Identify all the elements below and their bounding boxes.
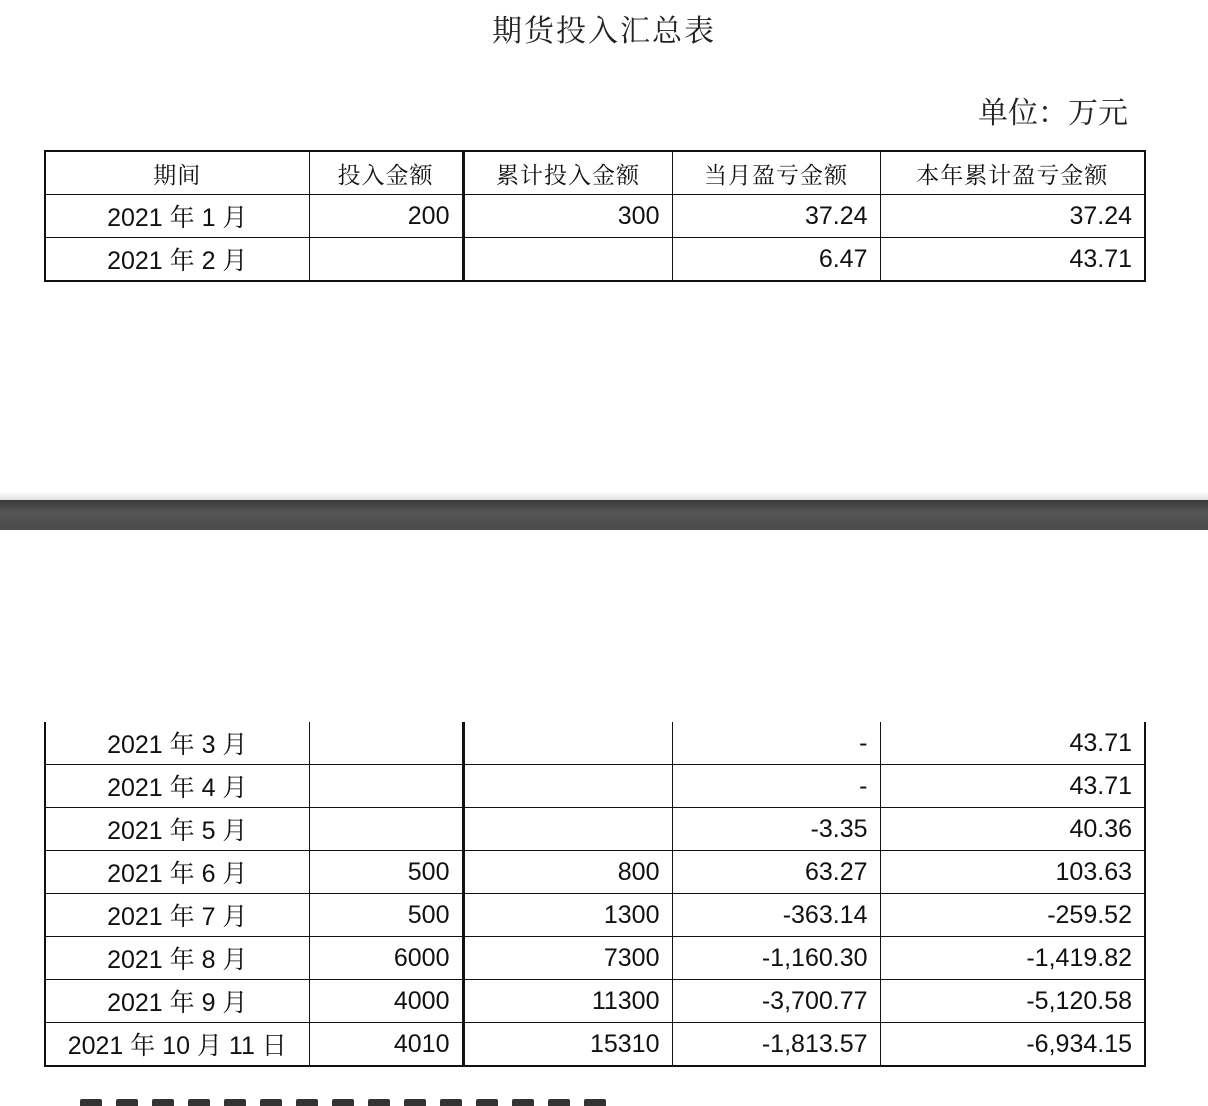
header-monthly-pnl: 当月盈亏金额 [672,151,880,195]
cell-monthly-pnl: - [672,722,880,765]
cell-cumulative-investment: 1300 [463,894,672,937]
cell-investment [309,722,463,765]
table-row [45,980,1145,1023]
cell-period: 2021 年 5 月 [45,808,309,851]
cell-investment [309,238,463,282]
cell-ytd-pnl: 43.71 [880,238,1145,282]
cell-cumulative-investment: 11300 [463,980,672,1023]
cell-cumulative-investment: 300 [463,195,672,238]
cell-ytd-pnl: 40.36 [880,808,1145,851]
cell-investment: 200 [309,195,463,238]
cell-cumulative-investment: 7300 [463,937,672,980]
cell-investment: 500 [309,851,463,894]
cell-ytd-pnl: -5,120.58 [880,980,1145,1023]
table-row [45,1023,1145,1067]
cell-monthly-pnl: -1,160.30 [672,937,880,980]
cell-ytd-pnl: -259.52 [880,894,1145,937]
unit-label: 单位：万元 [978,96,1128,131]
cell-period: 2021 年 6 月 [45,851,309,894]
table-row [45,238,1145,282]
cell-cumulative-investment [463,808,672,851]
cell-investment: 6000 [309,937,463,980]
cell-ytd-pnl: 37.24 [880,195,1145,238]
cell-ytd-pnl: 103.63 [880,851,1145,894]
cell-monthly-pnl: -1,813.57 [672,1023,880,1067]
summary-table-top [44,150,1146,282]
page-break-shadow [0,492,1208,500]
cell-investment [309,808,463,851]
cell-period: 2021 年 3 月 [45,722,309,765]
cell-period: 2021 年 4 月 [45,765,309,808]
cell-monthly-pnl: 6.47 [672,238,880,282]
table-row [45,808,1145,851]
cell-monthly-pnl: - [672,765,880,808]
cell-cumulative-investment [463,238,672,282]
header-cumulative-investment: 累计投入金额 [463,151,672,195]
header-ytd-pnl: 本年累计盈亏金额 [880,151,1145,195]
cell-period: 2021 年 2 月 [45,238,309,282]
page-break-divider [0,500,1208,530]
cell-monthly-pnl: 63.27 [672,851,880,894]
summary-table-bottom [44,722,1146,1067]
cell-monthly-pnl: 37.24 [672,195,880,238]
cell-ytd-pnl: -1,419.82 [880,937,1145,980]
table-row [45,722,1145,765]
cell-cumulative-investment: 15310 [463,1023,672,1067]
cell-period: 2021 年 7 月 [45,894,309,937]
table-header-row [45,151,1145,195]
cell-period: 2021 年 8 月 [45,937,309,980]
cell-investment [309,765,463,808]
cell-monthly-pnl: -363.14 [672,894,880,937]
cell-cumulative-investment [463,765,672,808]
cell-investment: 4000 [309,980,463,1023]
cell-investment: 4010 [309,1023,463,1067]
cropped-text-line [80,1096,1080,1106]
cell-cumulative-investment [463,722,672,765]
cell-ytd-pnl: -6,934.15 [880,1023,1145,1067]
cell-period: 2021 年 9 月 [45,980,309,1023]
header-investment: 投入金额 [309,151,463,195]
table-row [45,195,1145,238]
cell-monthly-pnl: -3,700.77 [672,980,880,1023]
document-title: 期货投入汇总表 [492,14,716,49]
header-period: 期间 [45,151,309,195]
cell-ytd-pnl: 43.71 [880,722,1145,765]
cell-ytd-pnl: 43.71 [880,765,1145,808]
cell-period: 2021 年 1 月 [45,195,309,238]
table-row [45,894,1145,937]
cell-period: 2021 年 10 月 11 日 [45,1023,309,1067]
cell-cumulative-investment: 800 [463,851,672,894]
table-row [45,937,1145,980]
table-row [45,765,1145,808]
cell-monthly-pnl: -3.35 [672,808,880,851]
cell-investment: 500 [309,894,463,937]
table-row [45,851,1145,894]
